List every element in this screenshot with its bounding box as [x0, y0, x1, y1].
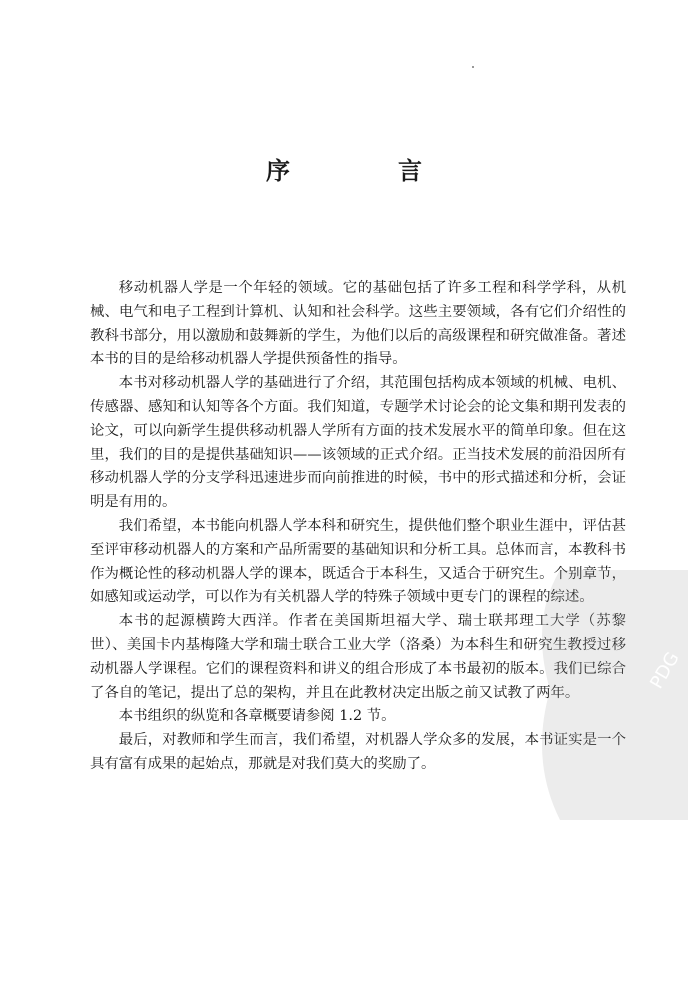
paragraph-1: 移动机器人学是一个年轻的领域。它的基础包括了许多工程和科学学科，从机械、电气和电子工程到计算机、认知和社会科学。这些主要领域，各有它们介绍性的教科书部分，用以激励和鼓舞新的学生，为他们以后的高级课程和研究做准备。著述本书的目的是给移动机器人学提供预备性的指导。 — [90, 280, 626, 368]
preface-body — [90, 277, 626, 777]
paragraph-3: 我们希望，本书能向机器人学本科和研究生，提供他们整个职业生涯中，评估甚至评审移动机器人的方案和产品所需要的基础知识和分析工具。总体而言，本教科书作为概论性的移动机器人学的课本，既适合于本科生，又适合于研究生。个别章节，如感知或运动学，可以作为有关机器人学的特殊子领域中更专门的课程的综述。 — [90, 517, 626, 606]
page-title: 序 言 — [266, 156, 464, 185]
paragraph-4: 本书的起源横跨大西洋。作者在美国斯坦福大学、瑞士联邦理工大学（苏黎世）、美国卡内基梅隆大学和瑞士联合工业大学（洛桑）为本科生和研究生教授过移动机器人学课程。它们的课程资料和讲义的组合形成了本书最初的版本。我们已综合了各自的笔记，提出了总的架构，并且在此教材决定出版之前又试教了两年。 — [90, 613, 626, 701]
paragraph-6: 最后，对教师和学生而言，我们希望，对机器人学众多的发展，本书证实是一个具有富有成果的起始点，那就是对我们莫大的奖励了。 — [90, 732, 626, 772]
scan-speck — [472, 66, 474, 68]
paragraph-5: 本书组织的纵览和各章概要请参阅 1.2 节。 — [118, 708, 396, 725]
paragraph-2: 本书对移动机器人学的基础进行了介绍，其范围包括构成本领域的机械、电机、传感器、感知和认知等各个方面。我们知道，专题学术讨论会的论文集和期刊发表的论文，可以向新学生提供移动机器人学所有方面的技术发展水平的简单印象。但在这里，我们的目的是提供基础知识——该领域的正式介绍。正当技术发展的前沿因所有移动机器人学的分支学科迅速进步而向前推进的时候，书中的形式描述和分析，会证明是有用的。 — [90, 375, 626, 511]
svg-text:PDG: PDG — [646, 648, 684, 693]
